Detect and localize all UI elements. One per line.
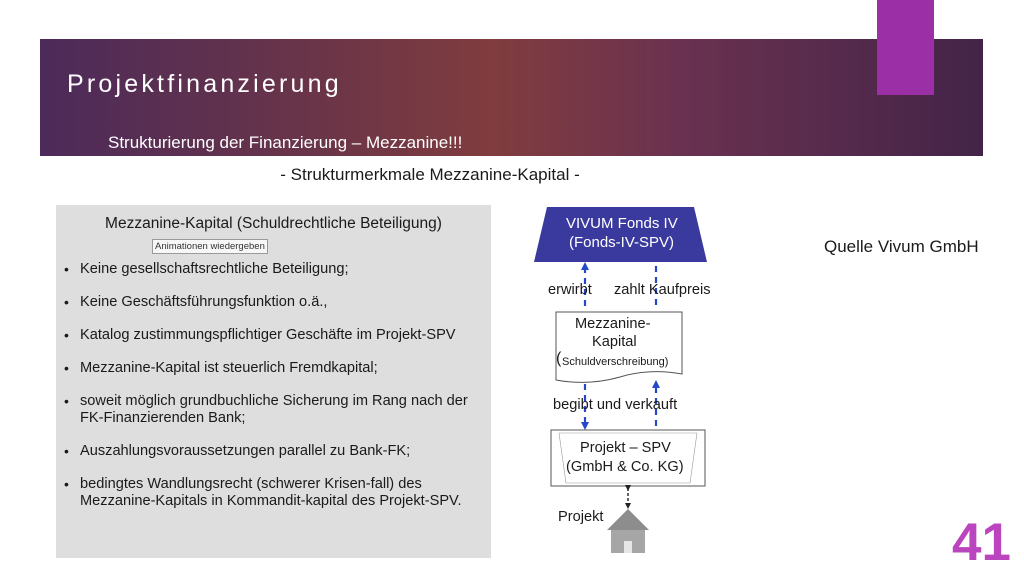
list-item-text: Keine Geschäftsführungsfunktion o.ä.,	[80, 294, 328, 310]
project-label: Projekt	[558, 509, 604, 525]
play-animations-button[interactable]: Animationen wiedergeben	[152, 239, 268, 254]
features-box-title: Mezzanine-Kapital (Schuldrechtliche Beteiligung)	[105, 215, 442, 232]
doc-label-line2: Kapital	[592, 334, 637, 350]
fund-label-line2: (Fonds-IV-SPV)	[569, 234, 675, 251]
bullet-marker: •	[64, 261, 69, 277]
issues-sells-label: begibt und verkauft	[553, 397, 678, 413]
bullet-marker: •	[64, 393, 69, 409]
doc-label-line1: Mezzanine-	[575, 316, 651, 332]
fund-label-line1: VIVUM Fonds IV	[566, 215, 678, 232]
page-title: Projektfinanzierung	[67, 70, 342, 98]
bullet-marker: •	[64, 443, 69, 459]
slide-number: 41	[952, 513, 1011, 572]
spv-label-line1: Projekt – SPV	[580, 440, 671, 456]
list-item-text: bedingtes Wandlungsrecht (schwerer Krisen-fall) des Mezzanine-Kapitals in Kommandit-kapital des Projekt-SPV.	[80, 476, 462, 509]
panel-heading: - Strukturmerkmale Mezzanine-Kapital -	[280, 165, 580, 184]
bullet-marker: •	[64, 476, 69, 492]
list-item-text: Auszahlungsvoraussetzungen parallel zu Bank-FK;	[80, 443, 411, 459]
doc-label-paren: (	[556, 350, 562, 367]
source-note: Quelle Vivum GmbH	[824, 237, 979, 256]
page-subtitle: Strukturierung der Finanzierung – Mezzanine!!!	[108, 133, 463, 152]
list-item-text: soweit möglich grundbuchliche Sicherung im Rang nach der FK-Finanzierenden Bank;	[80, 393, 468, 426]
pays-label: zahlt Kaufpreis	[614, 282, 711, 298]
doc-label-line3: Schuldverschreibung)	[562, 356, 669, 368]
house-icon	[607, 509, 649, 553]
bullet-marker: •	[64, 294, 69, 310]
bullet-marker: •	[64, 327, 69, 343]
bullet-marker: •	[64, 360, 69, 376]
list-item-text: Katalog zustimmungspflichtiger Geschäfte im Projekt-SPV	[80, 327, 456, 343]
acquires-label: erwirbt	[548, 282, 592, 298]
list-item-text: Keine gesellschaftsrechtliche Beteiligung;	[80, 261, 349, 277]
list-item-text: Mezzanine-Kapital ist steuerlich Fremdkapital;	[80, 360, 378, 376]
spv-shape	[551, 430, 705, 486]
spv-label-line2: (GmbH & Co. KG)	[566, 459, 684, 475]
